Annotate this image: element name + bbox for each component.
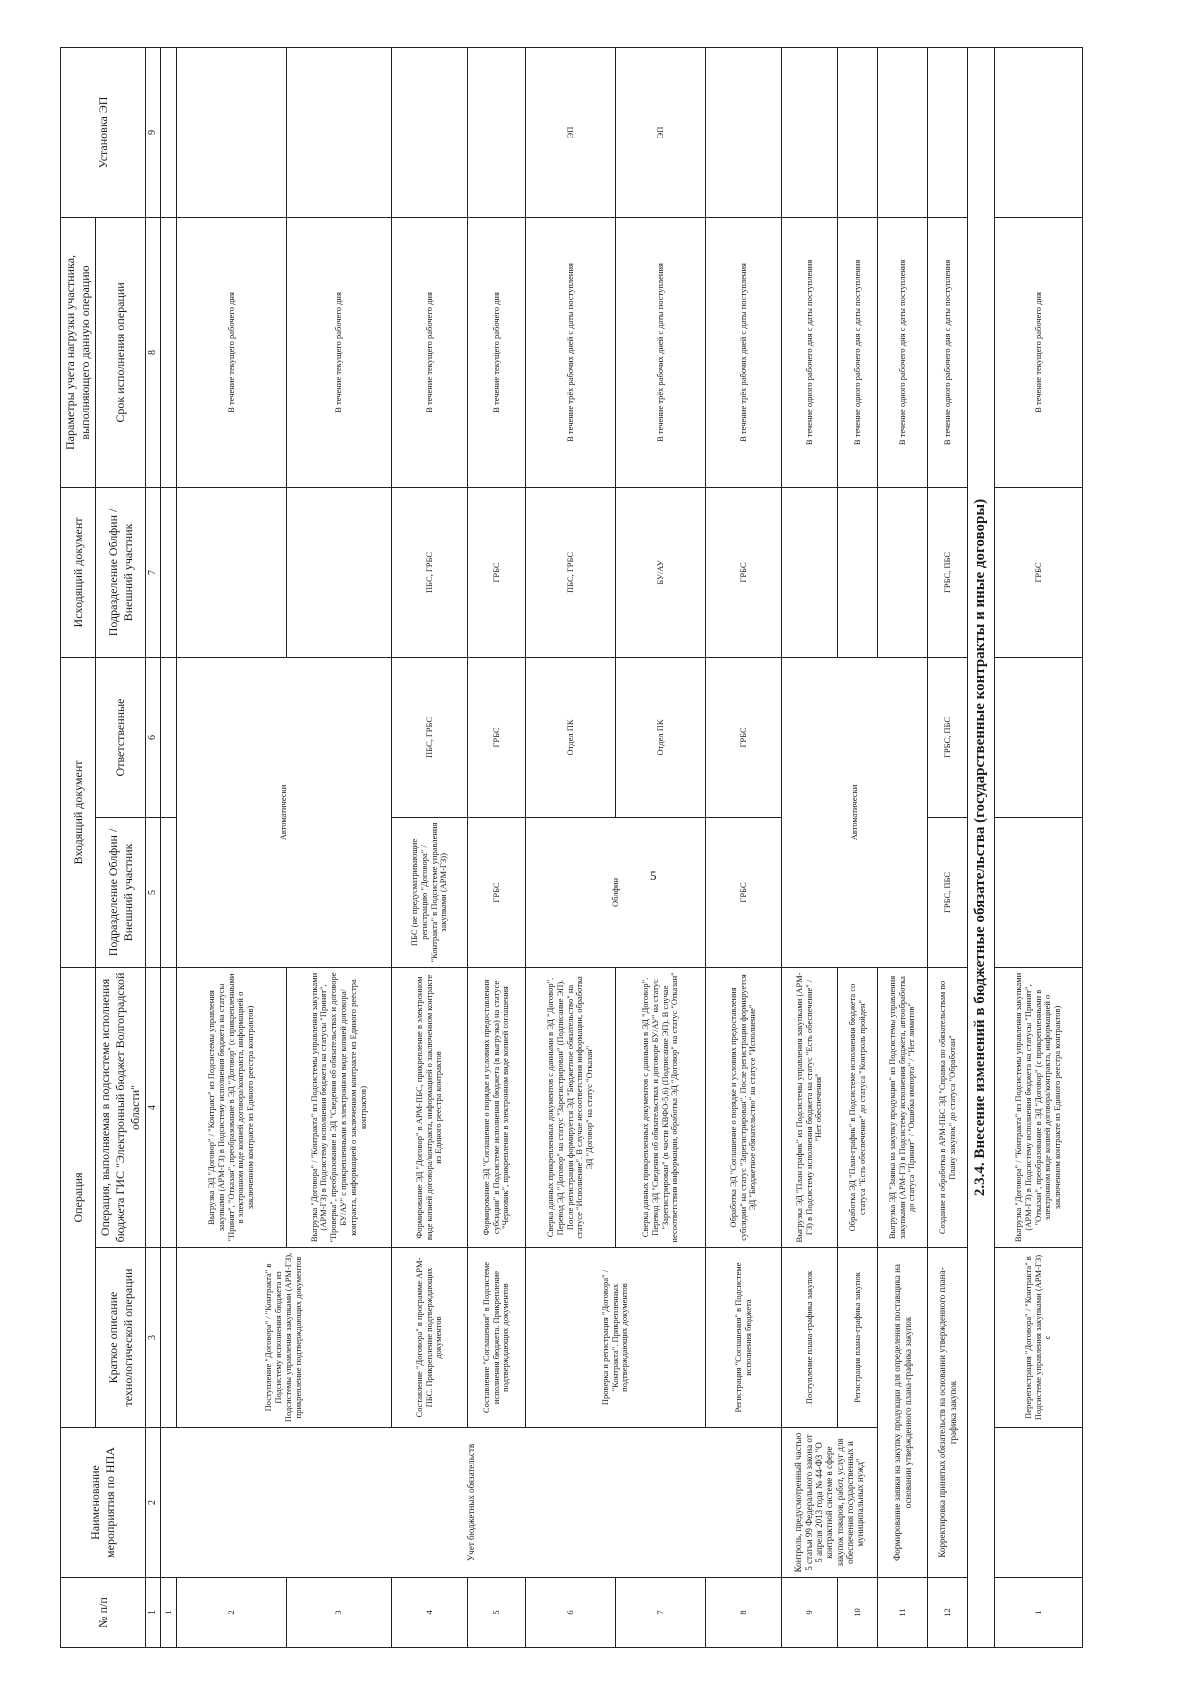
row-in-resp: ПБС, ГРБС [392,657,468,817]
row-sign [706,47,782,217]
row-ops [161,967,177,1247]
row-in-resp [995,657,1083,817]
row-term: В течение трёх рабочих дней с даты поступления [616,217,706,487]
rotated-table-container [60,48,1140,1648]
row-number: 10 [838,1578,878,1648]
row-sign [782,47,838,217]
row-sign [177,47,287,217]
row-out-dept [287,487,392,657]
row-sign [838,47,878,217]
row-sign [928,47,968,217]
header-name: Наименование мероприятия по НПА [61,1428,146,1578]
row-desc [161,1248,177,1428]
row-ops: Обработка ЭД "Соглашение о порядке и условиях предоставления субсидии" на статус "Зарегистрирован". После регистрации формируется ЭД "Бюджетное обязательство" на статусе "Исполнение" [706,967,782,1247]
row-in-resp: Отдел ПК [526,657,616,817]
row-number: 5 [468,1578,526,1648]
col-number: 5 [146,817,161,967]
row-out-dept [878,487,928,657]
row-sign [995,47,1083,217]
row-out-dept: ГРБС [468,487,526,657]
row-desc: Проверка и регистрация "Договора" / "Контракта". Прикрепленных подтверждающих документов [526,1248,706,1428]
row-sign [161,47,177,217]
item-12-label: Корректировка принятых обязательств на основании утвержденного плана-графика закупок [928,1248,968,1578]
col-number: 7 [146,487,161,657]
oblfin-label: Облфин [526,817,706,967]
row-sign [392,47,468,217]
auto-label: Автоматически [177,657,392,967]
row-number: 4 [392,1578,468,1648]
row-term: В течение текущего рабочего дня [468,217,526,487]
operations-table [60,47,1083,1648]
row-sign: ЭП [526,47,616,217]
col-number: 3 [146,1248,161,1428]
row-term: В течение текущего рабочего дня [177,217,287,487]
header-operation: Операция [61,967,96,1427]
row-in-resp: ГРБС [706,657,782,817]
row-out-dept [782,487,838,657]
row-term: В течение текущего рабочего дня [995,217,1083,487]
header-signature: Установка ЭП [61,47,146,217]
col-number: 4 [146,967,161,1247]
row-desc: Составление "Соглашения" в Подсистеме исполнения бюджета. Прикрепление подтверждающих документов [468,1248,526,1428]
row-number: 2 [177,1578,287,1648]
col-number: 1 [146,1578,161,1648]
row-ops: Выгрузка ЭД "Договор" / "Контракт" из Подсистемы управления закупками (АРМ-ГЗ) в Подсистему исполнения бюджета на статусы "Принят", "Отказан", преобразование в ЭД "Договор" (с прикрепленными в электронном виде копией договора/контракта, информацией о заключенном контракте из Единого реестра контрактов) [177,967,287,1247]
row-name [995,1428,1083,1578]
row-term: В течение трёх рабочих дней с даты поступления [526,217,616,487]
row-out-dept [177,487,287,657]
row-term: В течение текущего рабочего дня [392,217,468,487]
header-outgoing: Исходящий документ [61,487,96,657]
row-sign [878,47,928,217]
header-term: Срок исполнения операции [96,217,146,487]
row-term: В течение трёх рабочих дней с даты поступления [706,217,782,487]
row-desc: Поступление плана-графика закупок [782,1248,838,1428]
row-sign [468,47,526,217]
header-desc: Краткое описание технологической операции [96,1248,146,1428]
row-desc: Регистрация "Соглашения" в Подсистеме исполнения бюджета [706,1248,782,1428]
row-term: В течение текущего рабочего дня [287,217,392,487]
row-in-dept: ГРБС [706,817,782,967]
row-desc: Перерегистрация "Договора" / "Контракта" в Подсистеме управления закупками (АРМ-ГЗ) с [995,1248,1083,1428]
section-title: 2.3.4. Внесение изменений в бюджетные обязательства (государственные контракты и иные договоры) [968,47,995,1647]
header-in-resp: Ответственные [96,657,146,817]
row-out-dept: ПБС, ГРБС [526,487,616,657]
row-number: 8 [706,1578,782,1648]
row-in-resp: ГРБС, ПБС [928,657,968,817]
row-number: 11 [878,1578,928,1648]
row-term: В течение одного рабочего дня с даты поступления [782,217,838,487]
row-ops: Выгрузка ЭД "План график" из Подсистемы управления закупками (АРМ-ГЗ) в Подсистему исполнения бюджета на статус "Есть обеспечение" / "Нет обеспечения" [782,967,838,1247]
row-number: 9 [782,1578,838,1648]
row-desc: Поступление "Договора" / "Контракта" в Подсистему исполнения бюджета из Подсистемы управления закупками (АРМ-ГЗ), прикрепление подтверждающих документов [177,1248,392,1428]
row-term [161,217,177,487]
col-number: 2 [146,1428,161,1578]
row-out-dept: ГРБС [706,487,782,657]
row-ops: Сверка данных прикрепленных документов с данными в ЭД "Договор". Перевод ЭД "Сведения об обязательствах и договоре БУ/АУ" на статус "Зарегистрирован" (в части КВФО-5,6) (Подписание ЭП). В случае несоответствия информации, обработка ЭД "Договор" на статус "Отказан" [616,967,706,1247]
row-number: 1 [995,1578,1083,1648]
row-ops: Обработка ЭД "План-график" в Подсистеме исполнения бюджета со статуса "Есть обеспечение" до статуса "Контроль пройден" [838,967,878,1247]
row-ops: Выгрузка "Договора" / "Контракта" из Подсистемы управления закупками (АРМ-ГЗ) в Подсистему исполнения бюджета на статусы "Принят", "Отказан", преобразование в ЭД "Договор" (с прикрепленными в электронном виде копией договора/контракта, информацией о заключенном контракте из Единого реестра контрактов) [995,967,1083,1247]
row-in-resp: ГРБС [468,657,526,817]
row-ops: Создание и обработка в АРМ-ПБС ЭД "Справка по обязательствам по Плану закупок" до статуса "Обработан" [928,967,968,1247]
row-in-dept: ГРБС [468,817,526,967]
header-in-dept: Подразделение Облфин / Внешний участник [96,817,146,967]
row-out-dept: ПБС, ГРБС [392,487,468,657]
row-out-dept [838,487,878,657]
row-term: В течение одного рабочего дня с даты поступления [878,217,928,487]
row-in-dept [995,817,1083,967]
row-sign [287,47,392,217]
row-number: 7 [616,1578,706,1648]
budget-obligations-label: Учет бюджетных обязательств [161,1428,782,1578]
header-params: Параметры учета нагрузки участника, выполняющего данную операцию [61,217,96,487]
header-out-dept: Подразделение Облфин / Внешний участник [96,487,146,657]
row-term: В течение одного рабочего дня с даты поступления [838,217,878,487]
row-out-dept: БУ/АУ [616,487,706,657]
header-ops: Операция, выполняемая в подсистеме исполнения бюджета ГИС "Электронный бюджет Волгоградской области" [96,967,146,1247]
col-number: 6 [146,657,161,817]
row-ops: Формирование ЭД "Соглашение о порядке и условиях предоставления субсидии" в Подсистеме исполнения бюджета (в выгрузка) на статусе "Черновик", прикрепление в электронном виде копией соглашения [468,967,526,1247]
col-number: 9 [146,47,161,217]
row-out-dept [161,487,177,657]
header-num: № п/п [61,1578,146,1648]
row-ops: Сверка данных прикрепленных документов с данными в ЭД "Договор". Перевод ЭД "Договор" на статус "Зарегистрирован" (Подписание ЭП). После регистрации формируется ЭД "Бюджетное обязательство" на статусе "Исполнение". В случае несоответствия информации, обработка ЭД "Договор" на статус "Отказан" [526,967,616,1247]
row-ops: Выгрузка "Договора" / "Контракта" из Подсистемы управления закупками (АРМ-ГЗ) в Подсистему исполнения бюджета на статусы "Принят", "Проверка", преобразование в ЭД "Сведения об обязательствах и договоре БУ/АУ" с прикрепленными в электронном виде копией договора/контракта, информацией о заключенном контракте из Единого реестра контрактов) [287,967,392,1247]
row-desc: Регистрация плана-графика закупок [838,1248,878,1428]
page-number: 5 [650,868,657,883]
header-incoming: Входящий документ [61,657,96,967]
row-number: 3 [287,1578,392,1648]
row-in-dept: ПБС (не предусматривающие регистрацию "Договора" / "Контракта" в Подсистеме управления закупками (АРМ-ГЗ)) [392,817,468,967]
row-sign: ЭП [616,47,706,217]
item-11-label: Формирование заявки на закупку продукции для определения поставщика на основании утвержденного плана-графика закупок [878,1248,928,1578]
control-label: Контроль, предусмотренный частью 5 статьи 99 Федерального закона от 5 апреля 2013 года № 44-ФЗ "О контрактной системе в сфере закупок товаров, работ, услуг для обеспечения государственных и муниципальных нужд" [782,1428,878,1578]
row-term: В течение одного рабочего дня с даты поступления [928,217,968,487]
row-desc: Составление "Договора" в программе АРМ-ПБС. Прикрепление подтверждающих документов [392,1248,468,1428]
row-ops: Выгрузка ЭД "Заявка на закупку продукции" из Подсистемы управления закупками (АРМ-ГЗ) в Подсистему исполнения бюджета, автообработка до статуса "Принят" / "Ошибка импорта" / "Нет лимитов" [878,967,928,1247]
row-in-resp: Отдел ПК [616,657,706,817]
row-number: 6 [526,1578,616,1648]
auto-label: Автоматически [782,657,928,967]
row-in-resp [161,657,177,817]
row-in-dept: ГРБС, ПБС [928,817,968,967]
row-ops: Формирование ЭД "Договор" в АРМ-ПБС, прикрепление в электронном виде копией договора/контракта, информацией о заключенном контракте из Единого реестра контрактов [392,967,468,1247]
col-number: 8 [146,217,161,487]
row-number: 1 [161,1578,177,1648]
row-number: 12 [928,1578,968,1648]
row-out-dept: ГРБС [995,487,1083,657]
row-in-dept [161,817,177,967]
row-out-dept: ГРБС, ПБС [928,487,968,657]
